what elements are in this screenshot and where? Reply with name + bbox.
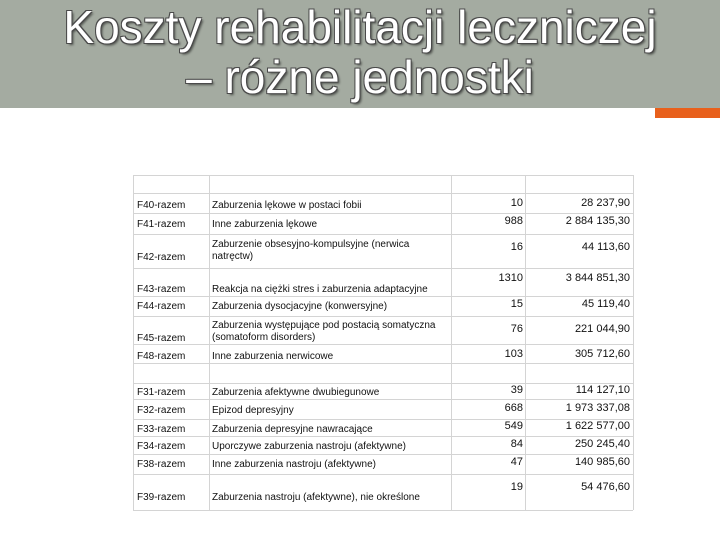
grid-hline: [133, 436, 633, 437]
row-code: F40-razem: [137, 200, 186, 211]
grid-hline: [133, 193, 633, 194]
row-cost: 28 237,90: [581, 197, 630, 209]
row-cost: 44 113,60: [581, 241, 630, 253]
row-code: F44-razem: [137, 301, 186, 312]
row-count: 988: [504, 215, 523, 227]
grid-hline: [133, 175, 633, 176]
slide-title-line2: – różne jednostki: [186, 51, 534, 103]
title-bar: [0, 0, 720, 108]
row-count: 103: [504, 348, 523, 360]
grid-hline: [133, 234, 633, 235]
row-count: 549: [504, 420, 523, 432]
row-cost: 250 245,40: [574, 438, 630, 450]
row-desc: Zaburzenia depresyjne nawracające: [212, 424, 373, 435]
row-count: 15: [510, 298, 523, 310]
row-code: F43-razem: [137, 284, 186, 295]
row-count: 76: [510, 323, 523, 335]
grid-vline: [133, 175, 134, 510]
header-divider: [0, 108, 720, 118]
row-cost: 140 985,60: [574, 456, 630, 468]
grid-hline: [133, 316, 633, 317]
row-code: F32-razem: [137, 405, 186, 416]
grid-vline: [209, 175, 210, 510]
row-code: F48-razem: [137, 351, 186, 362]
grid-hline: [133, 419, 633, 420]
grid-hline: [133, 363, 633, 364]
row-code: F38-razem: [137, 459, 186, 470]
grid-hline: [133, 344, 633, 345]
row-desc: Inne zaburzenia nerwicowe: [212, 351, 334, 362]
row-count: 10: [510, 197, 523, 209]
grid-hline: [133, 399, 633, 400]
row-desc: Zaburzenia lękowe w postaci fobii: [212, 200, 362, 211]
row-count: 16: [510, 241, 523, 253]
row-cost: 3 844 851,30: [565, 272, 630, 284]
row-cost: 1 622 577,00: [565, 420, 630, 432]
row-desc: Reakcja na ciężki stres i zaburzenia adaptacyjne: [212, 284, 428, 295]
row-desc: Uporczywe zaburzenia nastroju (afektywne): [212, 441, 406, 452]
row-count: 1310: [498, 272, 523, 284]
grid-hline: [133, 268, 633, 269]
slide-title-line1: Koszty rehabilitacji leczniczej: [63, 1, 657, 53]
grid-vline: [525, 175, 526, 510]
row-desc: Zaburzenia dysocjacyjne (konwersyjne): [212, 301, 388, 312]
grid-hline: [133, 296, 633, 297]
row-desc: Inne zaburzenia nastroju (afektywne): [212, 459, 376, 470]
row-desc: Zaburzenia występujące pod postacią somatyczna (somatoform disorders): [212, 320, 436, 343]
accent-bar: [655, 108, 720, 118]
grid-hline: [133, 383, 633, 384]
row-desc: Zaburzenia afektywne dwubiegunowe: [212, 387, 380, 398]
grid-hline: [133, 510, 633, 511]
grid-hline: [133, 213, 633, 214]
row-desc: Zaburzenia nastroju (afektywne), nie określone: [212, 492, 420, 503]
row-desc: Epizod depresyjny: [212, 405, 294, 416]
row-code: F33-razem: [137, 424, 186, 435]
row-code: F42-razem: [137, 252, 186, 263]
row-count: 39: [510, 384, 523, 396]
row-cost: 114 127,10: [575, 384, 630, 396]
row-code: F39-razem: [137, 492, 186, 503]
row-cost: 54 476,60: [581, 481, 630, 493]
row-count: 84: [510, 438, 523, 450]
grid-vline: [451, 175, 452, 510]
row-count: 47: [510, 456, 523, 468]
row-cost: 1 973 337,08: [565, 402, 630, 414]
row-code: F31-razem: [137, 387, 186, 398]
row-cost: 305 712,60: [574, 348, 630, 360]
row-desc: Zaburzenie obsesyjno-kompulsyjne (nerwica natręctw): [212, 239, 410, 262]
slide-title: [0, 2, 720, 102]
row-code: F41-razem: [137, 219, 186, 230]
row-cost: 221 044,90: [574, 323, 630, 335]
row-count: 668: [504, 402, 523, 414]
row-cost: 2 884 135,30: [565, 215, 630, 227]
grid-hline: [133, 454, 633, 455]
row-cost: 45 119,40: [581, 298, 630, 310]
row-count: 19: [510, 481, 523, 493]
row-code: F34-razem: [137, 441, 186, 452]
row-code: F45-razem: [137, 333, 186, 344]
grid-hline: [133, 474, 633, 475]
grid-vline: [633, 175, 634, 510]
row-desc: Inne zaburzenia lękowe: [212, 219, 318, 230]
